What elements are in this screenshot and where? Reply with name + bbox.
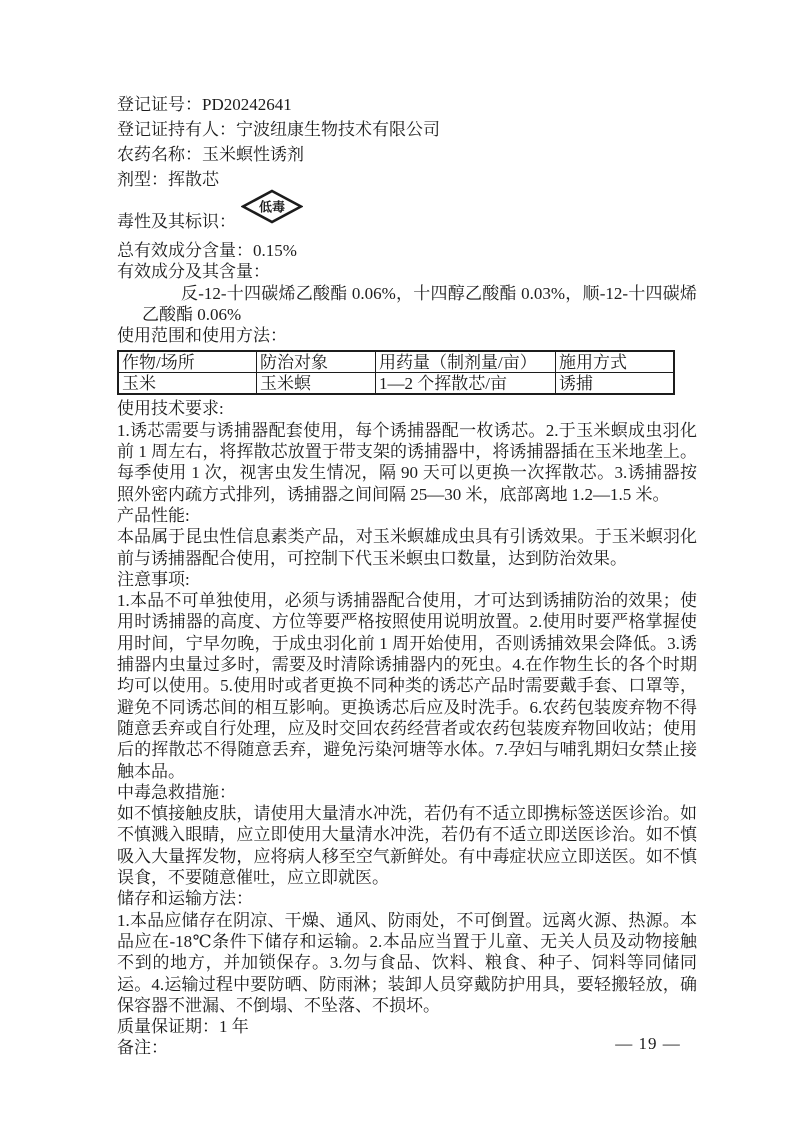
formulation-label: 剂型： [117,170,168,189]
total-content-line [117,240,697,261]
usage-header-target: 防治对象 [257,351,376,373]
registration-block [117,0,697,192]
formulation-line [117,167,697,192]
usage-header-dosage: 用药量（制剂量/亩） [376,351,556,373]
document-content [117,0,697,1059]
pesticide-name-label: 农药名称： [117,145,202,164]
holder-line [117,117,697,142]
cert-no-line [117,92,697,117]
section-heading: 中毒急救措施： [117,782,236,802]
warranty-label: 质量保证期： [117,1017,219,1037]
usage-table-data-row [118,373,674,395]
section-product-performance [117,505,697,569]
section-heading: 使用技术要求: [117,399,224,419]
section-body: 1.本品应储存在阴凉、干燥、通风、防雨处，不可倒置。远离火源、热源。本品应在-18℃条件下储存和运输。2.本品应当置于儿童、无关人员及动物接触不到的地方，并加锁保存。3.勿与食品、饮料、粮食、种子、饲料等同储同运。4.运输过程中要防晒、防雨淋；装卸人员穿戴防护用具，要轻搬轻放，确保容器不泄漏、不倒塌、不坠落、不损坏。 [117,910,697,1015]
usage-cell-target: 玉米螟 [257,373,376,395]
section-precautions [117,569,697,782]
toxicity-label: 毒性及其标识： [117,212,236,231]
ingredients-text: 反-12-十四碳烯乙酸酯 0.06%，十四醇乙酸酯 0.03%，顺-12-十四碳烯乙酸酯 0.06% [142,283,697,324]
section-technical-requirements [117,398,697,504]
low-toxicity-text: 低毒 [258,199,286,215]
holder-label: 登记证持有人： [117,120,236,139]
section-heading: 产品性能: [117,505,190,525]
section-body: 本品属于昆虫性信息素类产品，对玉米螟雄成虫具有引诱效果。于玉米螟羽化前与诱捕器配合使用，可控制下代玉米螟虫口数量，达到防治效果。 [117,527,697,568]
pesticide-name-line [117,142,697,167]
page-number: — 19 — [615,1034,681,1053]
toxicity-block [117,192,697,240]
pesticide-name-value: 玉米螟性诱剂 [202,145,304,164]
usage-header-crop: 作物/场所 [118,351,257,373]
ingredients-heading: 有效成分及其含量： [117,262,270,282]
total-content-label: 总有效成分含量： [117,241,253,260]
usage-cell-crop: 玉米 [118,373,257,395]
usage-cell-dosage: 1—2 个挥散芯/亩 [376,373,556,395]
usage-table-header-row [118,351,674,373]
section-first-aid [117,782,697,888]
section-body: 1.诱芯需要与诱捕器配套使用，每个诱捕器配一枚诱芯。2.于玉米螟成虫羽化前 1 周左右，将挥散芯放置于带支架的诱捕器中，将诱捕器插在玉米地垄上。每季使用 1 次，视害虫发生情况，隔 90 天可以更换一次挥散芯。3.诱捕器按照外密内疏方式排列，诱捕器之间间隔 25—30 米，底部离地 1.2—1.5 米。 [117,420,697,504]
warranty-value: 1 年 [219,1017,249,1037]
low-toxicity-diamond-icon [241,189,303,224]
section-heading: 注意事项: [117,569,190,589]
usage-cell-method: 诱捕 [556,373,675,395]
usage-table [117,350,675,395]
section-storage-transport [117,888,697,1016]
cert-no-value: PD20242641 [202,95,292,114]
total-content-value: 0.15% [253,241,297,260]
remarks-label: 备注： [117,1038,168,1058]
section-body: 如不慎接触皮肤，请使用大量清水冲洗，若仍有不适立即携标签送医诊治。如不慎溅入眼睛，应立即使用大量清水冲洗，若仍有不适立即送医诊治。如不慎吸入大量挥发物，应将病人移至空气新鲜处。有中毒症状应立即送医。如不慎误食，不要随意催吐，应立即就医。 [117,804,697,888]
usage-header-method: 施用方式 [556,351,675,373]
formulation-value: 挥散芯 [168,170,219,189]
section-body: 1.本品不可单独使用，必须与诱捕器配合使用，才可达到诱捕防治的效果；使用时诱捕器的高度、方位等要严格按照使用说明放置。2.使用时要严格掌握使用时间，宁早勿晚，于成虫羽化前 1 周开始使用，否则诱捕效果会降低。3.诱捕器内虫量过多时，需要及时清除诱捕器内的死虫。4.在作物生长的各个时期均可以使用。5.使用时或者更换不同种类的诱芯产品时需要戴手套、口罩等，避免不同诱芯间的相互影响。更换诱芯后应及时洗手。6.农药包装废弃物不得随意丢弃或自行处理，应及时交回农药经营者或农药包装废弃物回收站；使用后的挥散芯不得随意丢弃，避免污染河塘等水体。7.孕妇与哺乳期妇女禁止接触本品。 [117,591,697,781]
cert-no-label: 登记证号： [117,95,202,114]
usage-heading: 使用范围和使用方法： [117,326,287,346]
holder-value: 宁波纽康生物技术有限公司 [236,120,440,139]
section-heading: 储存和运输方法： [117,889,253,909]
